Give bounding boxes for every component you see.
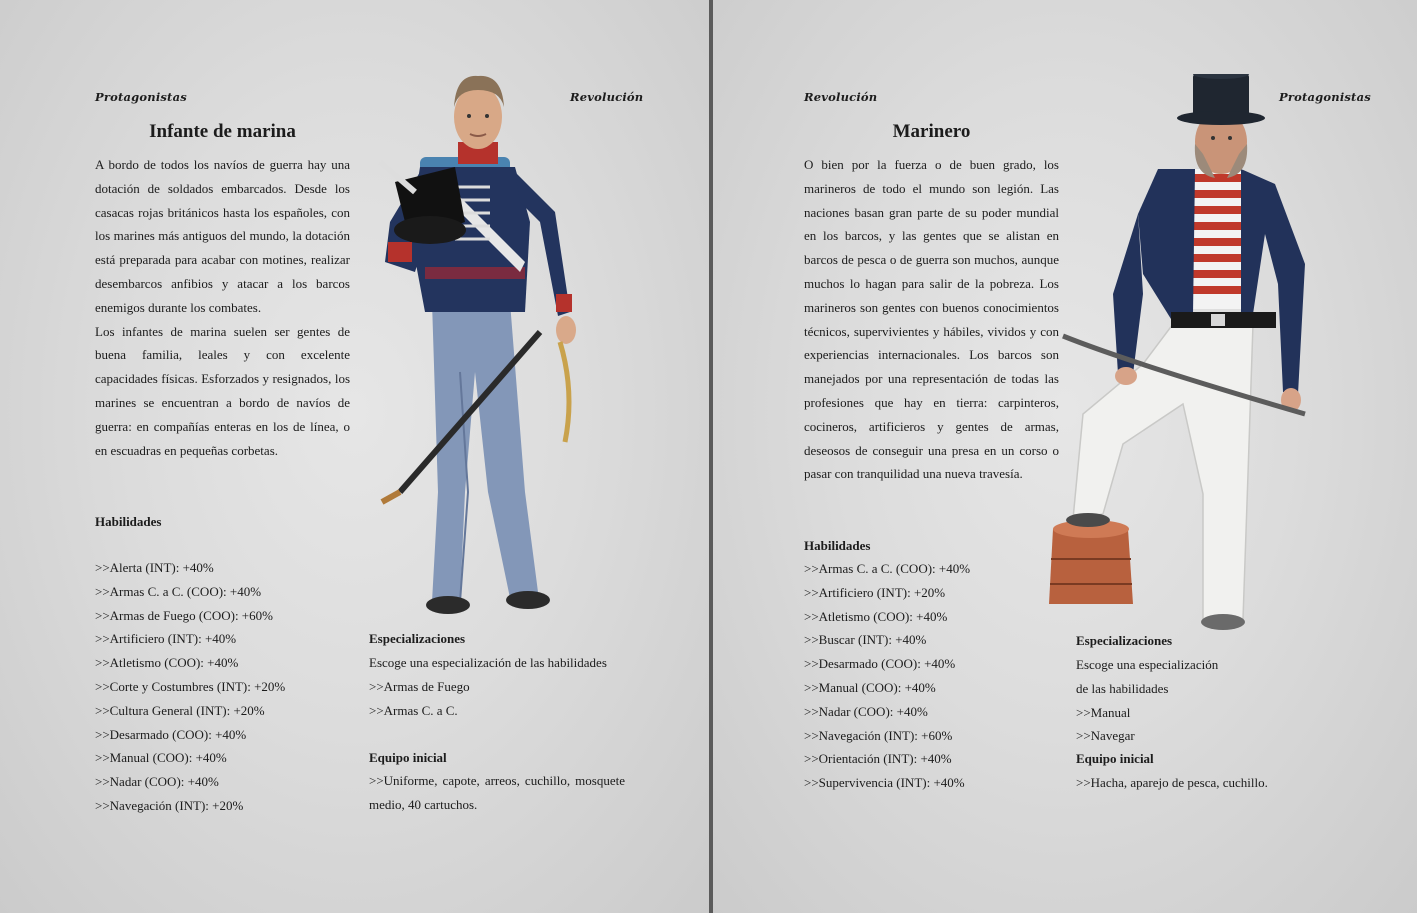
running-header-right: Protagonistas [1279,90,1371,104]
running-header-left: Revolución [804,90,878,104]
skill-item: >>Desarmado (COO): +40% [804,656,956,672]
skill-item: >>Navegación (INT): +60% [804,727,953,743]
skill-item: >>Nadar (COO): +40% [804,703,928,719]
intro-text [95,153,350,462]
skill-item: >>Cultura General (INT): +20% [95,702,265,718]
equipment-text: >>Uniforme, capote, arreos, cuchillo, mosquete medio, 40 cartuchos. [369,773,625,812]
running-header-left: Protagonistas [95,90,187,104]
specializations-list [1076,653,1218,748]
skills-heading: Habilidades [95,514,162,529]
page-title: Marinero [892,121,971,142]
skill-item: >>Atletismo (COO): +40% [95,655,239,671]
skill-item: >>Armas de Fuego (COO): +60% [95,607,273,623]
spec-line: >>Armas C. a C. [369,702,458,718]
specializations-list [369,651,607,722]
spec-line: de las habilidades [1076,680,1169,696]
skill-item: >>Artificiero (INT): +20% [804,584,946,600]
spec-line: Escoge una especialización de las habilidades [369,655,607,670]
skill-item: >>Navegación (INT): +20% [95,797,244,813]
skill-item: >>Alerta (INT): +40% [95,560,214,575]
skills-heading: Habilidades [804,538,871,553]
skill-item: >>Armas C. a C. (COO): +40% [804,561,971,576]
intro-paragraph: A bordo de todos los navíos de guerra hay una dotación de soldados embarcados. Desde los casacas rojas británicos hasta los españoles, con los marines más antiguos del mundo, la dotación está preparada para acabar con motines, realizar desembarcos anfibios y atacar a los barcos enemigos durante los combates. [95,157,350,315]
equipment-heading: Equipo inicial [369,750,447,765]
skills-list [804,557,970,795]
skill-item: >>Supervivencia (INT): +40% [804,775,965,791]
spec-line: Escoge una especialización [1076,657,1219,672]
spec-line: >>Armas de Fuego [369,678,470,694]
skill-item: >>Artificiero (INT): +40% [95,631,237,647]
spec-line: >>Navegar [1076,728,1135,744]
intro-paragraph: Los infantes de marina suelen ser gentes de buena familia, leales y con excelente capacidades físicas. Esforzados y resignados, los marines se encuentran a bordo de navíos de guerra: en compañías enteras en los de línea, o en escuadras en pequeñas corbetas. [95,323,350,458]
skill-item: >>Manual (COO): +40% [95,750,227,766]
spec-line: >>Manual [1076,704,1131,720]
equipment-text: >>Hacha, aparejo de pesca, cuchillo. [1076,775,1268,790]
skill-item: >>Buscar (INT): +40% [804,632,927,648]
skill-item: >>Orientación (INT): +40% [804,751,952,767]
intro-paragraph: O bien por la fuerza o de buen grado, los marineros de todo el mundo son legión. Las naciones basan gran parte de su poder mundial en los barcos, y las gentes que se alistan en barcos de pesca o de guerra son muchos, aunque muchos lo hagan para salir de la pobreza. Los marineros son gentes con buenos conocimientos técnicos, supervivientes y hábiles, vividos y con experiencias internacionales. Los barcos son manejados por una representación de todas las profesiones que hay en tierra: carpinteros, cocineros, artificieros y gentes de armas, deseosos de conseguir una presa en un corso o pasar con tranquilidad una nueva travesía. [804,157,1059,482]
skill-item: >>Atletismo (COO): +40% [804,608,948,624]
skill-item: >>Corte y Costumbres (INT): +20% [95,678,286,694]
specializations-heading: Especializaciones [369,631,466,646]
sailor-illustration [1043,74,1343,644]
specializations-heading: Especializaciones [1076,633,1173,648]
marine-soldier-illustration [360,72,620,632]
skill-item: >>Manual (COO): +40% [804,679,936,695]
equipment-heading: Equipo inicial [1076,751,1154,766]
skills-list [95,556,285,818]
page-title: Infante de marina [149,121,296,142]
skill-item: >>Armas C. a C. (COO): +40% [95,583,262,599]
intro-text [804,153,1059,486]
running-header-right: Revolución [570,90,644,104]
skill-item: >>Desarmado (COO): +40% [95,726,247,742]
right-page [713,0,1417,913]
skill-item: >>Nadar (COO): +40% [95,774,219,790]
